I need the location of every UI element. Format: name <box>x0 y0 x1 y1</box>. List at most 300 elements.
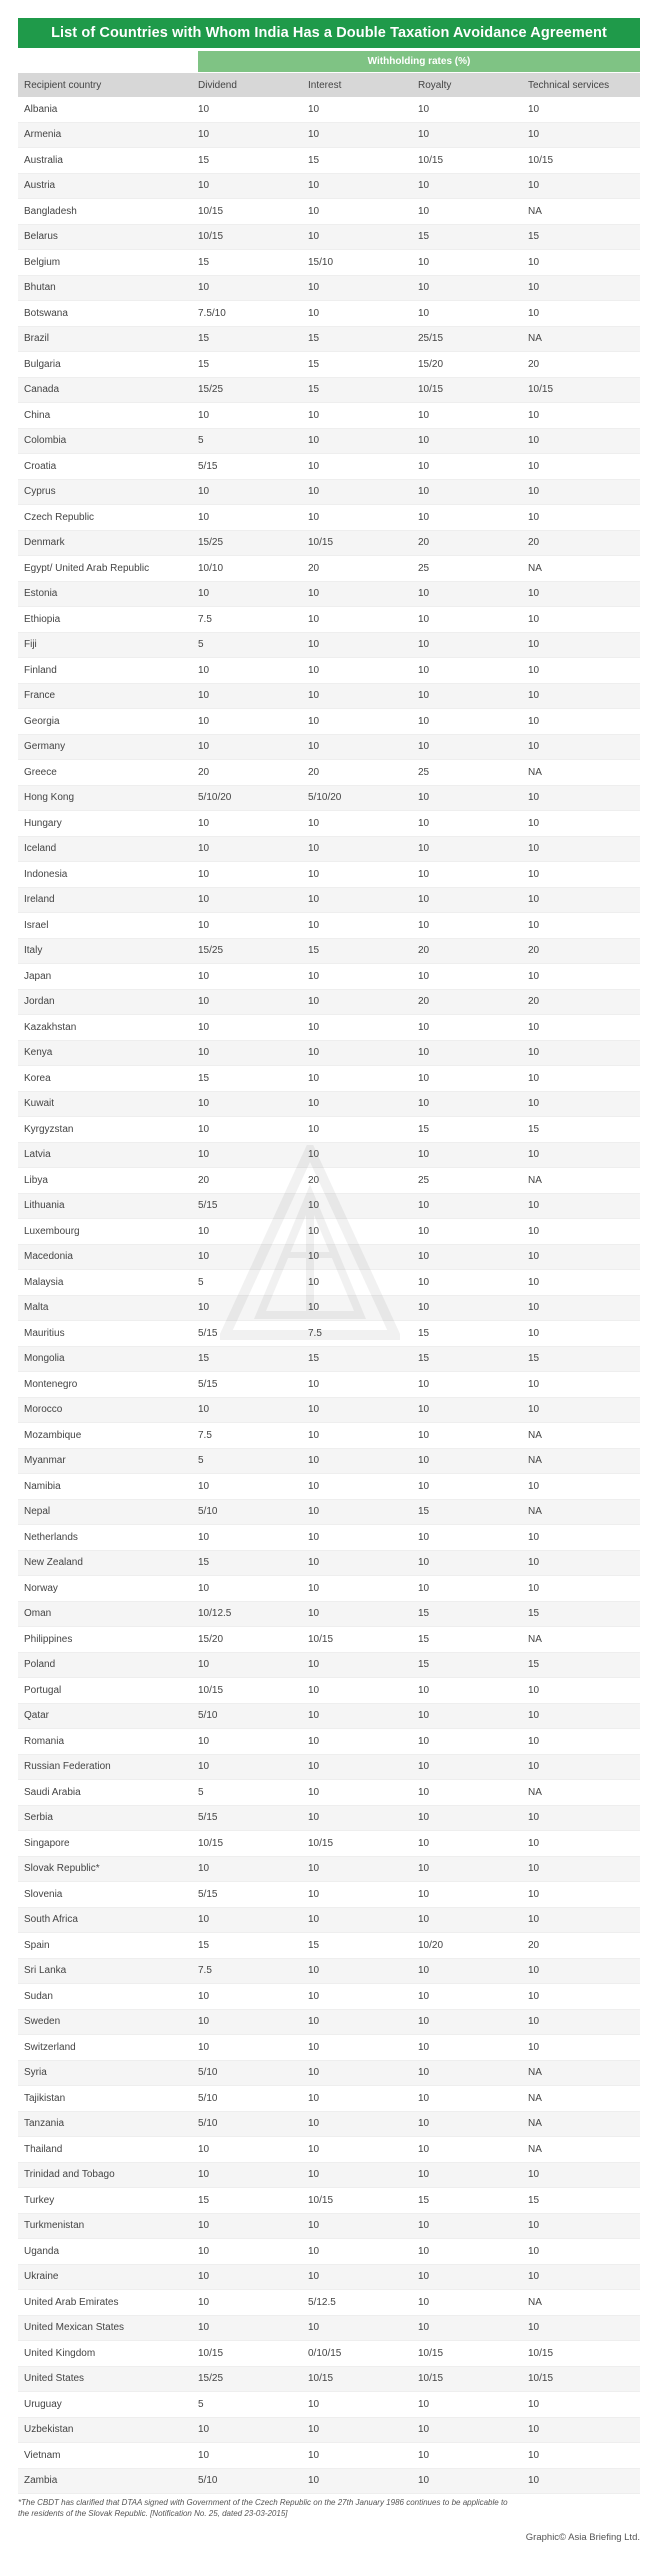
cell-royalty: 10 <box>418 664 430 676</box>
cell-country: Czech Republic <box>24 511 95 523</box>
cell-royalty: 10 <box>418 1710 430 1722</box>
cell-royalty: 10 <box>418 180 430 192</box>
table-row <box>18 1576 640 1602</box>
cell-royalty: 15/20 <box>418 358 444 370</box>
cell-technical-services: 10 <box>528 282 540 294</box>
cell-country: Austria <box>24 180 56 192</box>
cell-technical-services: NA <box>528 333 542 345</box>
cell-technical-services: NA <box>528 205 542 217</box>
cell-royalty: 10 <box>418 1404 430 1416</box>
cell-technical-services: 15 <box>528 231 540 243</box>
cell-royalty: 10 <box>418 1251 430 1263</box>
page-title: List of Countries with Whom India Has a Double Taxation Avoidance Agreement <box>18 18 640 48</box>
cell-country: Greece <box>24 766 57 778</box>
cell-technical-services: 10 <box>528 741 540 753</box>
cell-country: Belgium <box>24 256 61 268</box>
table-row <box>18 1321 640 1347</box>
cell-royalty: 10 <box>418 2296 430 2308</box>
cell-royalty: 10 <box>418 919 430 931</box>
column-header-dividend: Dividend <box>198 79 237 91</box>
cell-dividend: 5 <box>198 435 204 447</box>
table-row <box>18 378 640 404</box>
cell-technical-services: 10 <box>528 511 540 523</box>
cell-royalty: 25 <box>418 562 430 574</box>
cell-country: Croatia <box>24 460 57 472</box>
cell-dividend: 10 <box>198 996 210 1008</box>
cell-technical-services: NA <box>528 1633 542 1645</box>
cell-dividend: 10 <box>198 690 210 702</box>
cell-interest: 20 <box>308 1174 320 1186</box>
cell-dividend: 10/15 <box>198 205 224 217</box>
cell-royalty: 10 <box>418 1837 430 1849</box>
cell-interest: 10 <box>308 1863 320 1875</box>
cell-interest: 10 <box>308 2475 320 2487</box>
cell-technical-services: 10 <box>528 817 540 829</box>
cell-technical-services: 10 <box>528 1557 540 1569</box>
cell-technical-services: NA <box>528 562 542 574</box>
cell-country: Denmark <box>24 537 65 549</box>
cell-country: United Arab Emirates <box>24 2296 119 2308</box>
cell-dividend: 10/15 <box>198 231 224 243</box>
cell-interest: 15 <box>308 945 320 957</box>
table-row <box>18 97 640 123</box>
cell-royalty: 10 <box>418 741 430 753</box>
cell-interest: 10 <box>308 613 320 625</box>
cell-country: Thailand <box>24 2143 63 2155</box>
cell-technical-services: 10 <box>528 460 540 472</box>
cell-interest: 10 <box>308 1582 320 1594</box>
table-row <box>18 2469 640 2495</box>
table-row <box>18 276 640 302</box>
table-row <box>18 2035 640 2061</box>
cell-royalty: 10 <box>418 2398 430 2410</box>
cell-royalty: 10 <box>418 1200 430 1212</box>
cell-royalty: 10/20 <box>418 1939 444 1951</box>
table-row <box>18 1933 640 1959</box>
table-row <box>18 607 640 633</box>
cell-country: Sweden <box>24 2016 61 2028</box>
cell-technical-services: 10 <box>528 2220 540 2232</box>
cell-interest: 10 <box>308 409 320 421</box>
cell-interest: 10 <box>308 1684 320 1696</box>
cell-country: Trinidad and Tobago <box>24 2169 115 2181</box>
cell-interest: 10 <box>308 2424 320 2436</box>
table-row <box>18 837 640 863</box>
cell-technical-services: 10 <box>528 2475 540 2487</box>
cell-royalty: 15 <box>418 2194 430 2206</box>
cell-interest: 10 <box>308 1149 320 1161</box>
cell-royalty: 25 <box>418 1174 430 1186</box>
table-row <box>18 1653 640 1679</box>
cell-royalty: 10 <box>418 817 430 829</box>
cell-royalty: 10 <box>418 307 430 319</box>
cell-technical-services: 20 <box>528 945 540 957</box>
cell-interest: 10 <box>308 588 320 600</box>
cell-country: Japan <box>24 970 52 982</box>
cell-dividend: 10 <box>198 2220 210 2232</box>
cell-dividend: 7.5/10 <box>198 307 226 319</box>
cell-country: Mozambique <box>24 1429 82 1441</box>
cell-royalty: 10 <box>418 970 430 982</box>
cell-royalty: 10 <box>418 486 430 498</box>
cell-dividend: 10 <box>198 868 210 880</box>
cell-country: Norway <box>24 1582 58 1594</box>
cell-royalty: 10 <box>418 1455 430 1467</box>
cell-royalty: 10/15 <box>418 154 444 166</box>
cell-royalty: 15 <box>418 1327 430 1339</box>
cell-dividend: 10 <box>198 2449 210 2461</box>
table-row <box>18 1500 640 1526</box>
cell-dividend: 10 <box>198 409 210 421</box>
cell-interest: 10 <box>308 2322 320 2334</box>
cell-royalty: 10 <box>418 205 430 217</box>
cell-interest: 10 <box>308 1429 320 1441</box>
cell-technical-services: 10 <box>528 690 540 702</box>
cell-dividend: 15 <box>198 1072 210 1084</box>
table-row <box>18 2112 640 2138</box>
cell-interest: 10 <box>308 486 320 498</box>
cell-interest: 10 <box>308 1990 320 2002</box>
table-row <box>18 658 640 684</box>
cell-technical-services: 10 <box>528 1047 540 1059</box>
cell-royalty: 10 <box>418 1735 430 1747</box>
table-row <box>18 1551 640 1577</box>
table-row <box>18 2163 640 2189</box>
cell-interest: 10 <box>308 2067 320 2079</box>
table-row <box>18 862 640 888</box>
cell-technical-services: 10 <box>528 1327 540 1339</box>
cell-interest: 10 <box>308 2245 320 2257</box>
cell-royalty: 10 <box>418 1429 430 1441</box>
cell-dividend: 5/15 <box>198 1378 218 1390</box>
cell-technical-services: 10 <box>528 1812 540 1824</box>
cell-technical-services: 10 <box>528 256 540 268</box>
cell-country: Lithuania <box>24 1200 65 1212</box>
cell-technical-services: 10 <box>528 1582 540 1594</box>
cell-dividend: 5/10 <box>198 2475 218 2487</box>
cell-dividend: 10 <box>198 1225 210 1237</box>
cell-interest: 10 <box>308 103 320 115</box>
cell-dividend: 10 <box>198 2169 210 2181</box>
cell-technical-services: 10 <box>528 1251 540 1263</box>
cell-dividend: 15/20 <box>198 1633 224 1645</box>
cell-technical-services: 10 <box>528 1531 540 1543</box>
cell-royalty: 10 <box>418 511 430 523</box>
cell-dividend: 20 <box>198 766 210 778</box>
cell-royalty: 10 <box>418 1225 430 1237</box>
cell-dividend: 10 <box>198 1735 210 1747</box>
table-row <box>18 1347 640 1373</box>
cell-royalty: 15 <box>418 1506 430 1518</box>
cell-technical-services: 10 <box>528 180 540 192</box>
table-row <box>18 1041 640 1067</box>
table-row <box>18 2214 640 2240</box>
cell-royalty: 10 <box>418 2322 430 2334</box>
cell-royalty: 10/15 <box>418 2373 444 2385</box>
table-row <box>18 1474 640 1500</box>
cell-royalty: 10 <box>418 1582 430 1594</box>
cell-royalty: 10 <box>418 1047 430 1059</box>
cell-technical-services: 10 <box>528 1072 540 1084</box>
table-row <box>18 556 640 582</box>
cell-royalty: 10 <box>418 1914 430 1926</box>
cell-royalty: 10 <box>418 1531 430 1543</box>
table-row <box>18 684 640 710</box>
table-row <box>18 735 640 761</box>
cell-country: Mauritius <box>24 1327 65 1339</box>
cell-interest: 10 <box>308 1123 320 1135</box>
cell-royalty: 10 <box>418 2449 430 2461</box>
cell-technical-services: 15 <box>528 1608 540 1620</box>
table-row <box>18 1627 640 1653</box>
cell-royalty: 20 <box>418 945 430 957</box>
cell-technical-services: 15 <box>528 1659 540 1671</box>
cell-country: Estonia <box>24 588 58 600</box>
table-row <box>18 1806 640 1832</box>
cell-country: Morocco <box>24 1404 63 1416</box>
cell-dividend: 10 <box>198 511 210 523</box>
cell-dividend: 10 <box>198 486 210 498</box>
cell-interest: 10 <box>308 460 320 472</box>
cell-technical-services: 10 <box>528 613 540 625</box>
table-row <box>18 990 640 1016</box>
cell-dividend: 20 <box>198 1174 210 1186</box>
cell-country: Fiji <box>24 639 37 651</box>
cell-dividend: 15/25 <box>198 384 224 396</box>
cell-interest: 10 <box>308 1047 320 1059</box>
cell-country: Germany <box>24 741 66 753</box>
column-header-royalty: Royalty <box>418 79 452 91</box>
table-row <box>18 786 640 812</box>
cell-country: Tanzania <box>24 2118 65 2130</box>
cell-country: Bulgaria <box>24 358 61 370</box>
cell-royalty: 10 <box>418 792 430 804</box>
cell-interest: 10 <box>308 1404 320 1416</box>
cell-interest: 10 <box>308 307 320 319</box>
cell-country: Libya <box>24 1174 48 1186</box>
table-row <box>18 1857 640 1883</box>
cell-technical-services: NA <box>528 2143 542 2155</box>
footnote: *The CBDT has clarified that DTAA signed with Government of the Czech Republic on the 27th January 1986 continues to be applicable to the residents of the Slovak Republic. [Notification No. 25, dated 23-03-2015] <box>18 2498 508 2518</box>
cell-interest: 10 <box>308 741 320 753</box>
cell-royalty: 10 <box>418 409 430 421</box>
cell-royalty: 10 <box>418 1990 430 2002</box>
table-row <box>18 1678 640 1704</box>
table-row <box>18 2418 640 2444</box>
cell-interest: 10 <box>308 2041 320 2053</box>
cell-technical-services: 10/15 <box>528 2347 554 2359</box>
cell-technical-services: NA <box>528 2118 542 2130</box>
cell-interest: 10 <box>308 715 320 727</box>
cell-royalty: 10 <box>418 1480 430 1492</box>
cell-interest: 10 <box>308 1735 320 1747</box>
cell-country: Ireland <box>24 894 55 906</box>
cell-country: Belarus <box>24 231 58 243</box>
cell-interest: 10/15 <box>308 537 334 549</box>
cell-dividend: 5 <box>198 1786 204 1798</box>
table-row <box>18 2265 640 2291</box>
cell-interest: 10 <box>308 690 320 702</box>
cell-dividend: 5/15 <box>198 1327 218 1339</box>
cell-dividend: 5/10 <box>198 2118 218 2130</box>
cell-technical-services: 10 <box>528 843 540 855</box>
cell-country: Finland <box>24 664 57 676</box>
cell-royalty: 10 <box>418 1888 430 1900</box>
cell-interest: 10 <box>308 1761 320 1773</box>
cell-country: Zambia <box>24 2475 58 2487</box>
cell-interest: 10 <box>308 1965 320 1977</box>
cell-dividend: 10/10 <box>198 562 224 574</box>
table-row <box>18 352 640 378</box>
cell-royalty: 10 <box>418 435 430 447</box>
cell-technical-services: 10 <box>528 2016 540 2028</box>
cell-interest: 15 <box>308 384 320 396</box>
cell-technical-services: 10 <box>528 919 540 931</box>
cell-country: Russian Federation <box>24 1761 111 1773</box>
table-row <box>18 1296 640 1322</box>
cell-interest: 10 <box>308 2449 320 2461</box>
column-header-technical-services: Technical services <box>528 79 610 91</box>
table-row <box>18 1219 640 1245</box>
cell-interest: 10 <box>308 1506 320 1518</box>
table-row <box>18 1602 640 1628</box>
cell-interest: 10 <box>308 1455 320 1467</box>
cell-dividend: 10 <box>198 1302 210 1314</box>
cell-country: Jordan <box>24 996 55 1008</box>
cell-dividend: 10 <box>198 1531 210 1543</box>
cell-dividend: 10 <box>198 1863 210 1875</box>
table-row <box>18 327 640 353</box>
cell-dividend: 15 <box>198 1557 210 1569</box>
cell-royalty: 10 <box>418 715 430 727</box>
cell-technical-services: 10 <box>528 715 540 727</box>
cell-royalty: 15 <box>418 1608 430 1620</box>
cell-royalty: 10 <box>418 894 430 906</box>
cell-royalty: 10 <box>418 103 430 115</box>
cell-dividend: 15/25 <box>198 537 224 549</box>
cell-dividend: 10/12.5 <box>198 1608 232 1620</box>
cell-dividend: 10 <box>198 1098 210 1110</box>
cell-country: Turkmenistan <box>24 2220 85 2232</box>
table-row <box>18 2010 640 2036</box>
cell-interest: 10 <box>308 1710 320 1722</box>
cell-country: Bangladesh <box>24 205 77 217</box>
cell-country: Slovak Republic* <box>24 1863 100 1875</box>
cell-interest: 15/10 <box>308 256 334 268</box>
cell-technical-services: 10 <box>528 664 540 676</box>
cell-interest: 10 <box>308 970 320 982</box>
cell-technical-services: 10 <box>528 1888 540 1900</box>
cell-royalty: 10/15 <box>418 2347 444 2359</box>
cell-interest: 10 <box>308 817 320 829</box>
cell-dividend: 10 <box>198 2143 210 2155</box>
cell-technical-services: NA <box>528 766 542 778</box>
cell-dividend: 10 <box>198 2041 210 2053</box>
cell-interest: 10 <box>308 1302 320 1314</box>
cell-technical-services: 20 <box>528 996 540 1008</box>
cell-dividend: 15 <box>198 333 210 345</box>
cell-country: France <box>24 690 56 702</box>
table-row <box>18 301 640 327</box>
cell-interest: 10 <box>308 1812 320 1824</box>
cell-dividend: 10 <box>198 2424 210 2436</box>
cell-dividend: 10 <box>198 129 210 141</box>
cell-dividend: 10 <box>198 2322 210 2334</box>
table-row <box>18 2061 640 2087</box>
table-row <box>18 2443 640 2469</box>
cell-dividend: 10 <box>198 2271 210 2283</box>
cell-technical-services: 10 <box>528 435 540 447</box>
table-row <box>18 582 640 608</box>
cell-country: Cyprus <box>24 486 56 498</box>
cell-dividend: 10 <box>198 741 210 753</box>
table-row <box>18 2239 640 2265</box>
cell-dividend: 5/15 <box>198 460 218 472</box>
cell-dividend: 10/15 <box>198 1837 224 1849</box>
cell-country: Latvia <box>24 1149 51 1161</box>
cell-royalty: 10 <box>418 2220 430 2232</box>
cell-dividend: 10 <box>198 970 210 982</box>
cell-technical-services: 20 <box>528 358 540 370</box>
cell-country: Singapore <box>24 1837 70 1849</box>
table-row <box>18 2188 640 2214</box>
cell-country: Romania <box>24 1735 65 1747</box>
cell-technical-services: 10 <box>528 103 540 115</box>
cell-royalty: 10 <box>418 2041 430 2053</box>
cell-royalty: 10 <box>418 460 430 472</box>
cell-dividend: 5/10 <box>198 1506 218 1518</box>
cell-dividend: 5 <box>198 1276 204 1288</box>
cell-interest: 10 <box>308 996 320 1008</box>
cell-interest: 15 <box>308 154 320 166</box>
cell-dividend: 5/10 <box>198 2067 218 2079</box>
cell-technical-services: 10 <box>528 1098 540 1110</box>
cell-country: United Kingdom <box>24 2347 96 2359</box>
cell-interest: 10 <box>308 231 320 243</box>
table-row <box>18 2316 640 2342</box>
cell-technical-services: 10 <box>528 2449 540 2461</box>
cell-dividend: 7.5 <box>198 613 212 625</box>
cell-interest: 10 <box>308 1021 320 1033</box>
cell-dividend: 15 <box>198 1353 210 1365</box>
cell-interest: 10 <box>308 843 320 855</box>
cell-country: Canada <box>24 384 60 396</box>
table-row <box>18 403 640 429</box>
cell-dividend: 5 <box>198 639 204 651</box>
cell-country: Armenia <box>24 129 62 141</box>
cell-technical-services: 10 <box>528 2398 540 2410</box>
cell-interest: 10 <box>308 894 320 906</box>
cell-dividend: 10 <box>198 1251 210 1263</box>
cell-technical-services: 10 <box>528 1200 540 1212</box>
cell-technical-services: 10 <box>528 2041 540 2053</box>
cell-country: Malta <box>24 1302 49 1314</box>
cell-dividend: 10 <box>198 894 210 906</box>
cell-country: Brazil <box>24 333 50 345</box>
table-row <box>18 1398 640 1424</box>
cell-interest: 10 <box>308 2220 320 2232</box>
cell-dividend: 10 <box>198 1480 210 1492</box>
cell-country: New Zealand <box>24 1557 83 1569</box>
cell-technical-services: 10 <box>528 1914 540 1926</box>
cell-dividend: 5 <box>198 2398 204 2410</box>
cell-technical-services: 15 <box>528 2194 540 2206</box>
cell-royalty: 10 <box>418 1021 430 1033</box>
cell-royalty: 10 <box>418 1684 430 1696</box>
table-row <box>18 505 640 531</box>
cell-dividend: 15/25 <box>198 2373 224 2385</box>
cell-technical-services: 10 <box>528 894 540 906</box>
